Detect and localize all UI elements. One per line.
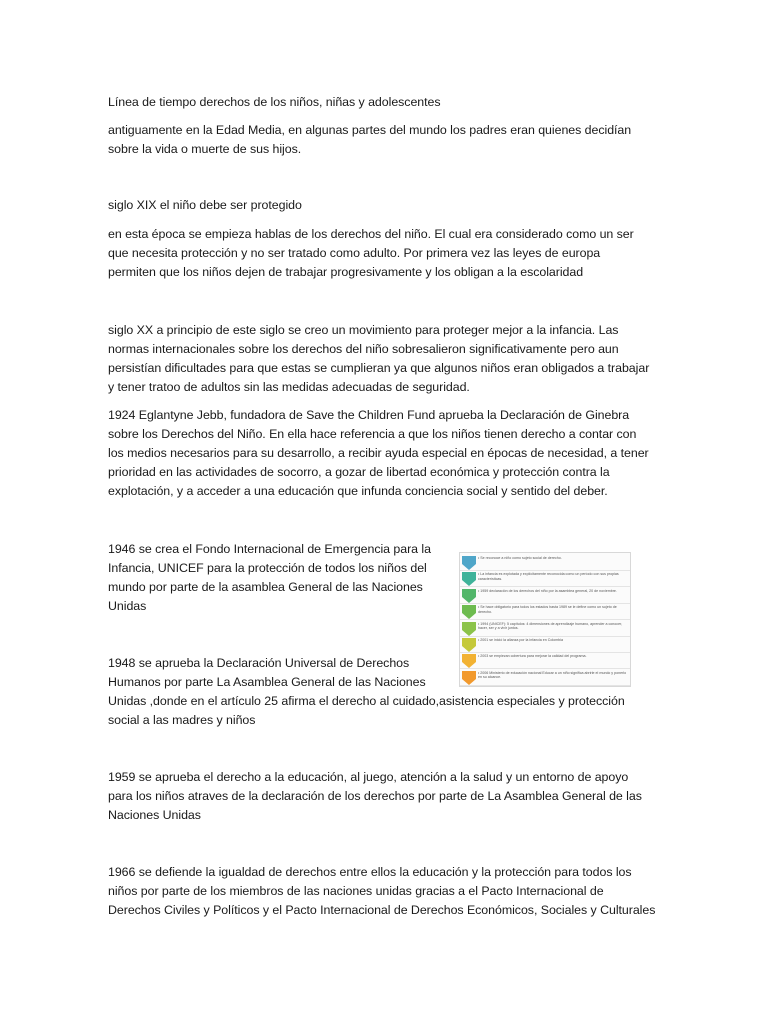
paragraph-1959: 1959 se aprueba el derecho a la educación, al juego, atención a la salud y un entorno de apoyo para los niños atraves de la declaración de los derechos por parte de La Asamblea General de las Naciones Unidas xyxy=(108,770,642,822)
timeline-image xyxy=(459,552,631,687)
timeline-row-text: • 2006 Ministerio de educación nacional Educar a un niño significa abrirle el mundo y ponerlo en su alcance. xyxy=(478,670,627,680)
timeline-row-text: • 2003 se empiezan cobertura para mejorar la calidad del programa. xyxy=(478,654,587,659)
paragraph-1946: 1946 se crea el Fondo Internacional de Emergencia para la Infancia, UNICEF para la protección de todos los niños del mundo por parte de la asamblea General de las Naciones Unidas xyxy=(108,542,431,613)
document-title: Línea de tiempo derechos de los niños, niñas y adolescentes xyxy=(108,95,441,109)
chevron-down-icon xyxy=(462,622,476,636)
heading-siglo-xix: siglo XIX el niño debe ser protegido xyxy=(108,198,302,212)
chevron-down-icon xyxy=(462,671,476,685)
paragraph-siglo-xx: siglo XX a principio de este siglo se creo un movimiento para proteger mejor a la infancia. Las normas internacionales sobre los derechos del niño sobresalieron significativamente pero aun persistían dificultades para que estas se cumplieran ya que algunos niños eran obligados a trabajar y tener tratoo de adultos sin las medidas adecuadas de seguridad. xyxy=(108,323,650,394)
chevron-down-icon xyxy=(462,572,476,586)
chevron-down-icon xyxy=(462,638,476,652)
timeline-row xyxy=(460,555,630,571)
chevron-down-icon xyxy=(462,556,476,570)
chevron-down-icon xyxy=(462,654,476,668)
timeline-row xyxy=(460,588,630,604)
timeline-row xyxy=(460,653,630,669)
paragraph-siglo-xix: en esta época se empieza hablas de los derechos del niño. El cual era considerado como un ser que necesita protección y no ser tratado como adulto. Por primera vez las leyes de europa permiten que los niños dejen de trabajar progresivamente y los obligan a la escolaridad xyxy=(108,227,634,279)
timeline-row-text: • 1994 (UNICEF): 5 capítulos: 4 dimensiones de aprendizaje humano, aprender a conocer, hacer, ser y a vivir juntos. xyxy=(478,621,623,630)
chevron-down-icon xyxy=(462,589,476,603)
paragraph-edad-media: antiguamente en la Edad Media, en algunas partes del mundo los padres eran quienes decidían sobre la vida o muerte de sus hijos. xyxy=(108,123,632,156)
chevron-down-icon xyxy=(462,605,476,619)
paragraph-1948: 1948 se aprueba la Declaración Universal de Derechos Humanos por parte La Asamblea General de las Naciones Unidas ,donde en el artículo 25 afirma el derecho al cuidado,asistencia especiales y protección social a las madres y niños xyxy=(108,656,625,727)
timeline-row-text: • Se hace obligatorio para todos los estados hasta 1989 se le define como un sujeto de derecho. xyxy=(478,605,617,614)
timeline-row xyxy=(460,604,630,620)
timeline-row xyxy=(460,571,630,587)
paragraph-1966: 1966 se defiende la igualdad de derechos entre ellos la educación y la protección para todos los niños por parte de los miembros de las naciones unidas gracias a el Pacto Internacional de Derechos Civiles y Políticos y el Pacto Internacional de Derechos Económicos, Sociales y Culturales xyxy=(108,865,656,917)
timeline-row xyxy=(460,637,630,653)
timeline-row xyxy=(460,670,630,686)
timeline-row-text: • Se reconoce a niño como sujeto social de derecho. xyxy=(478,556,562,560)
timeline-row-text: • 1959 declaración de los derechos del niño por la asamblea general, 20 de noviembre. xyxy=(478,588,617,593)
timeline-row xyxy=(460,621,630,637)
timeline-row-text: • La infancia es explotada y explícitamente reconocida como un período con sus propias características. xyxy=(478,572,619,581)
paragraph-1924: 1924 Eglantyne Jebb, fundadora de Save the Children Fund aprueba la Declaración de Ginebra sobre los Derechos del Niño. En ella hace referencia a que los niños tienen derecho a contar con los medios necesarios para su desarrollo, a recibir ayuda especial en épocas de necesidad, a tener prioridad en las actividades de socorro, a gozar de libertad económica y protección contra la explotación, y a acceder a una educación que infunda conciencia social y sentido del deber. xyxy=(108,408,649,498)
timeline-row-text: • 2001 se inició la alianza por la infancia en Colombia xyxy=(478,638,563,642)
